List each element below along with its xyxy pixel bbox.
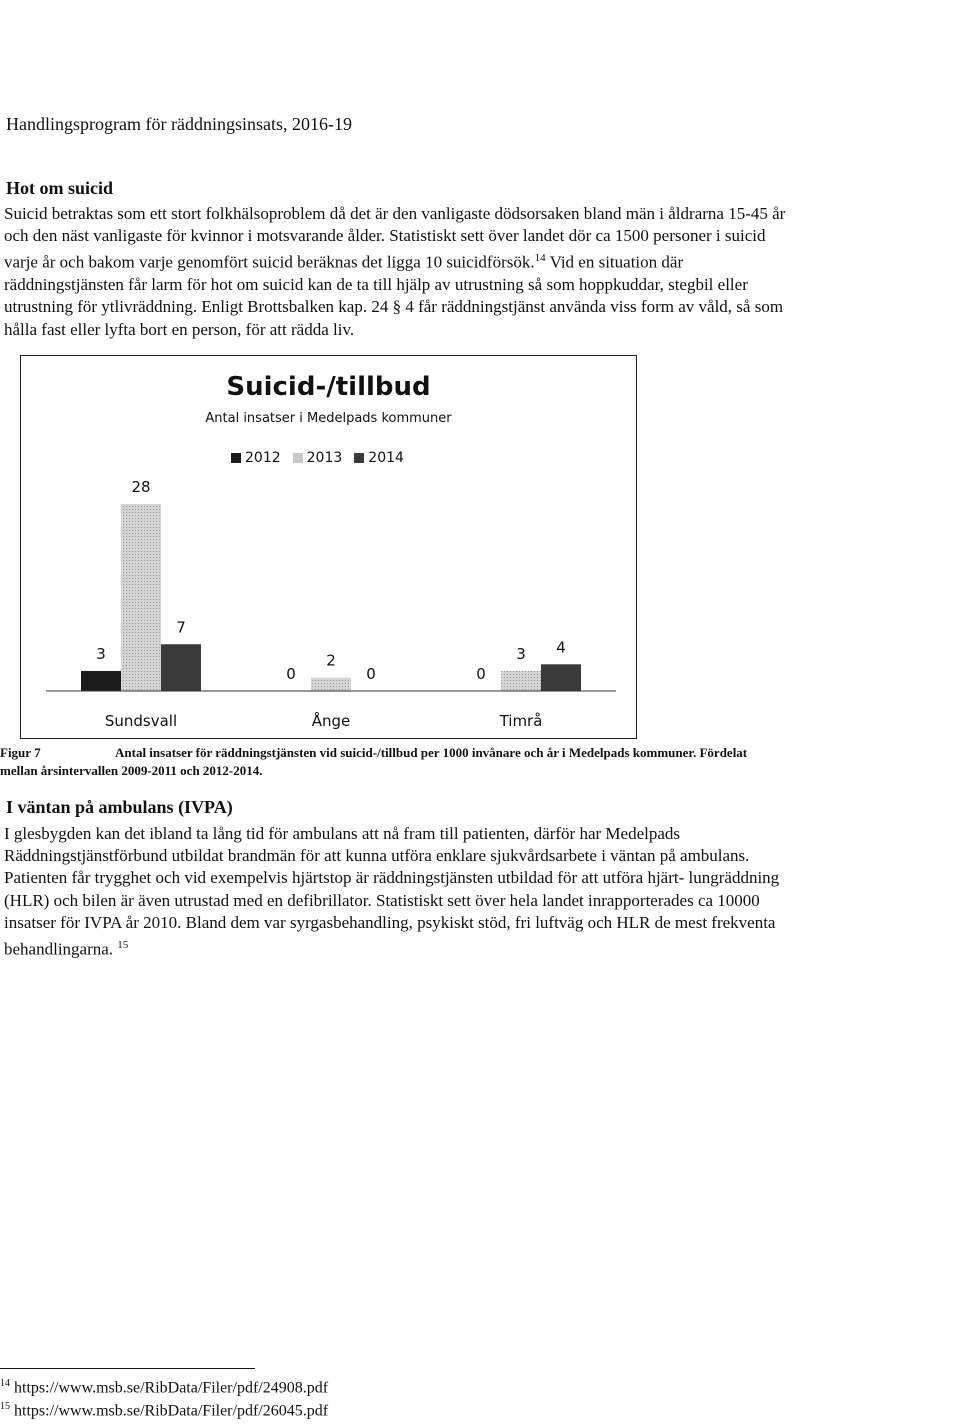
bar-chart [21, 356, 637, 739]
footnote-number: 14 [0, 1378, 10, 1389]
chart-subtitle: Antal insatser i Medelpads kommuner [205, 411, 452, 426]
legend-label: 2013 [306, 450, 343, 466]
chart-frame [20, 355, 637, 739]
bar-Sundsvall-2014 [161, 644, 201, 691]
footnote-link[interactable]: https://www.msb.se/RibData/Filer/pdf/24908.pdf [10, 1379, 329, 1397]
data-label: 7 [176, 618, 186, 637]
footnote-ref-15[interactable]: 15 [117, 939, 129, 952]
data-label: 4 [556, 638, 566, 657]
data-label: 3 [96, 644, 106, 663]
footnote-14 [0, 1378, 328, 1397]
category-label: Ånge [311, 712, 351, 730]
data-label: 0 [476, 665, 486, 683]
bar-Timrå-2014 [541, 664, 581, 691]
figure-caption-text: Antal insatser för räddningstjänsten vid suicid-/tillbud per 1000 invånare och år i Medelpads kommuner. Fördelat mellan årsintervallen 2009-2011 och 2012-2014. [0, 745, 748, 778]
category-label: Sundsvall [104, 712, 178, 730]
bar-Timrå-2013 [501, 671, 541, 691]
figure-caption [0, 744, 780, 780]
figure-label: Figur 7 [0, 745, 41, 760]
data-label: 0 [366, 665, 376, 683]
legend-label: 2012 [245, 450, 281, 466]
bar-Sundsvall-2012 [81, 671, 121, 691]
footnote-link[interactable]: https://www.msb.se/RibData/Filer/pdf/26045.pdf [10, 1402, 329, 1420]
section-heading-ivpa: I väntan på ambulans (IVPA) [6, 797, 233, 817]
paragraph-ivpa [4, 823, 794, 961]
data-label: 3 [516, 644, 526, 663]
data-label: 28 [131, 478, 151, 496]
category-label: Timrå [499, 712, 543, 730]
data-label: 0 [286, 665, 296, 683]
page-header: Handlingsprogram för räddningsinsats, 2016-19 [6, 114, 352, 134]
data-label: 2 [326, 651, 336, 670]
section-heading-suicid: Hot om suicid [6, 178, 114, 198]
footnote-ref-14[interactable]: 14 [534, 252, 546, 265]
paragraph-ivpa-text: I glesbygden kan det ibland ta lång tid för ambulans att nå fram till patienten, därför har Medelpads Räddningstjänstförbund utbildat brandmän för att kunna utföra enklare sjukvårdsarbete i väntan på ambulans. Patienten får trygghet och vid exempelvis hjärtstop är räddningstjänsten utbildad för att utföra hjärt- lungräddning (HLR) och bilen är även utrustad med en defibrillator. Statistiskt sett över hela landet inrapporterades ca 10000 insatser för IVPA år 2010. Bland dem var syrgasbehandling, psykiskt stöd, fri luftväg och HLR de mest frekventa behandlingarna. [4, 824, 780, 959]
bar-Sundsvall-2013 [121, 504, 161, 691]
paragraph-suicid-part-b: Vid en situation där räddningstjänsten får larm för hot om suicid kan de ta till hjälp av utrustning så som hoppkuddar, stegbil eller utrustning för ytlivräddning. Enligt Brottsbalken kap. 24 § 4 får räddningstjänst använda viss form av våld, så som hålla fast eller lyfta bort en person, för att rädda liv. [4, 253, 784, 339]
paragraph-suicid-part-a: Suicid betraktas som ett stort folkhälsoproblem då det är den vanligaste dödsorsaken bland män i åldrarna 15-45 år och den näst vanligaste för kvinnor i motsvarande ålder. Statistiskt sett över landet dör ca 1500 personer i suicid varje år och bakom varje genomfört suicid beräknas det ligga 10 suicidförsök. [4, 204, 786, 273]
footnote-15 [0, 1401, 328, 1420]
chart-title: Suicid-/tillbud [226, 372, 431, 402]
footnote-divider [0, 1368, 255, 1369]
footnote-number: 15 [0, 1401, 10, 1412]
paragraph-suicid [4, 203, 794, 341]
bar-Ånge-2013 [311, 678, 351, 691]
legend-label: 2014 [368, 450, 404, 466]
